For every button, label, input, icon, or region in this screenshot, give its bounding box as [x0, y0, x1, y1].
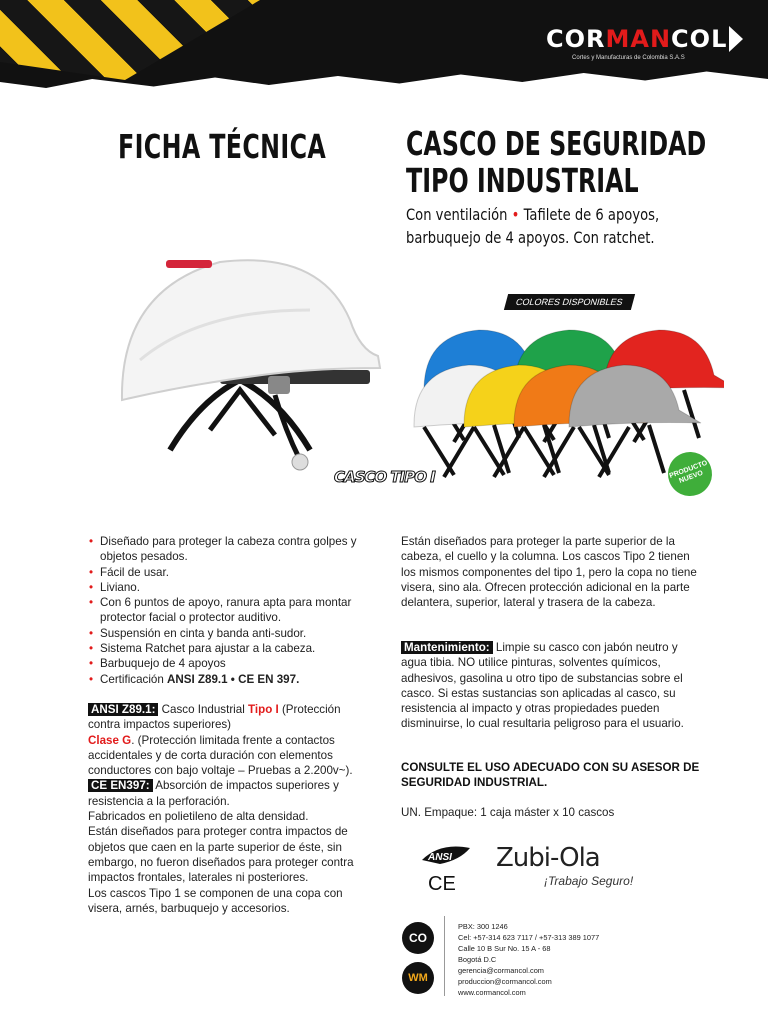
contact-email-gerencia[interactable]: gerencia@cormancol.com	[458, 966, 544, 975]
page-title-ficha: FICHA TÉCNICA	[118, 127, 327, 166]
contact-address: Calle 10 B Sur No. 15 A - 68	[458, 944, 551, 953]
casco-tipo-label: CASCO TIPO I	[334, 468, 435, 486]
ansi-text2: (Protección contra impactos superiores)	[88, 703, 341, 732]
design-paragraph: Están diseñados para proteger contra impactos de objetos que caen en la parte superior de éste, sin embargo, no fueron diseñados para proteger contra impactos frontales, laterales ni posteriores.	[88, 825, 354, 885]
logo-part3: COL	[671, 25, 728, 53]
wm-icon: WM	[402, 962, 434, 994]
product-title-line1: CASCO DE SEGURIDAD	[406, 124, 707, 163]
co-icon: CO	[402, 922, 434, 954]
material-paragraph: Fabricados en polietileno de alta densidad.	[88, 810, 309, 824]
list-item: • Con 6 puntos de apoyo, ranura apta para montar protector facial o protector auditivo.	[88, 595, 378, 626]
list-item: • Suspensión en cinta y banda anti-sudor.	[88, 626, 378, 641]
subtitle-part2: Tafilete de 6 apoyos,	[523, 205, 660, 224]
list-item: • Barbuquejo de 4 apoyos	[88, 656, 378, 671]
contact-website[interactable]: www.cormancol.com	[458, 988, 526, 997]
zubi-ola-tagline: ¡Trabajo Seguro!	[544, 874, 634, 888]
colores-disponibles-label: COLORES DISPONIBLES	[504, 294, 635, 310]
packaging-info: UN. Empaque: 1 caja máster x 10 cascos	[401, 806, 615, 819]
ansi-logo-icon	[420, 840, 480, 895]
clase-label: Clase G	[88, 733, 132, 747]
clase-paragraph	[88, 733, 370, 779]
ansi-logo-text: ANSI	[428, 852, 452, 863]
producto-nuevo-badge: PRODUCTO NUEVO	[662, 446, 718, 502]
product-subtitle	[406, 203, 677, 249]
maintenance-label: Mantenimiento:	[401, 641, 493, 654]
contact-pbx: PBX: 300 1246	[458, 922, 508, 931]
maintenance-paragraph	[401, 640, 701, 732]
tipo2-paragraph: Están diseñados para proteger la parte superior de la cabeza, el cuello y la columna. Los cascos Tipo 2 tienen los mismos componentes del tipo 1, pero la copa no tiene visera, sino ala. Ofrecen protección adicional en la parte delantera, superior, lateral y trasera de la cabeza.	[401, 535, 697, 610]
consult-notice: CONSULTE EL USO ADECUADO CON SU ASESOR DE SEGURIDAD INDUSTRIAL.	[401, 761, 700, 790]
contact-email-produccion[interactable]: produccion@cormancol.com	[458, 977, 552, 986]
list-item: • Diseñado para proteger la cabeza contra golpes y objetos pesados.	[88, 534, 378, 565]
cert-prefix: Certificación	[100, 672, 168, 686]
product-title-line2: TIPO INDUSTRIAL	[406, 161, 639, 200]
ansi-ce-logos	[420, 840, 480, 895]
divider	[444, 916, 445, 996]
contact-city: Bogotá D.C	[458, 955, 497, 964]
logo-part2: MAN	[605, 25, 672, 53]
list-item: • Liviano.	[88, 580, 378, 595]
zubi-ola-logo	[496, 843, 600, 873]
list-item: • Fácil de usar.	[88, 565, 378, 580]
subtitle-line2: barbuquejo de 4 apoyos. Con ratchet.	[406, 228, 655, 247]
subtitle-dot: •	[511, 205, 520, 224]
features-list	[88, 534, 378, 687]
zubi-ola-name: Zubi-Ola	[496, 843, 600, 873]
logo-arrow-icon	[729, 26, 743, 52]
components-paragraph: Los cascos Tipo 1 se componen de una copa con visera, arnés, barbuquejo y accesorios.	[88, 886, 343, 915]
ansi-tipo: Tipo I	[248, 703, 279, 716]
clase-text: . (Protección limitada frente a contactos accidentales y de corta duración con elementos conductores con bajo voltaje – Pruebas a 2.200v~).	[88, 733, 353, 778]
contact-cel: Cel: +57-314 623 7117 / +57-313 389 1077	[458, 933, 600, 942]
list-item: • Sistema Ratchet para ajustar a la cabeza.	[88, 641, 378, 656]
standards-section	[88, 702, 370, 916]
maintenance-text: Limpie su casco con jabón neutro y agua tibia. NO utilice pinturas, solventes químicos, adhesivos, gasolina u otro tipo de substancias sobre el casco. Si estas sustancias son aplicadas al casco, su resistencia al impacto y otras propiedades pueden disminuirse, lo cual resultaria peligroso para el usuario.	[401, 641, 684, 731]
ansi-text1: Casco Industrial	[158, 703, 249, 716]
cert-bold: ANSI Z89.1 • CE EN 397.	[167, 672, 300, 686]
logo-subtitle: Cortes y Manufacturas de Colombia S.A.S	[572, 55, 685, 61]
cormancol-logo	[546, 24, 743, 54]
ansi-paragraph	[88, 702, 370, 733]
subtitle-part1: Con ventilación	[406, 205, 508, 224]
product-title	[406, 125, 737, 199]
ce-paragraph	[88, 778, 370, 809]
ce-mark-text: CE	[428, 873, 456, 895]
contact-info	[458, 921, 599, 998]
ce-text: Absorción de impactos superiores y resistencia a la perforación.	[88, 779, 339, 808]
logo-part1: COR	[546, 25, 606, 53]
list-item	[88, 672, 378, 687]
ce-label: CE EN397:	[88, 779, 153, 792]
white-helmet-image	[110, 250, 390, 490]
ansi-label: ANSI Z89.1:	[88, 703, 158, 716]
